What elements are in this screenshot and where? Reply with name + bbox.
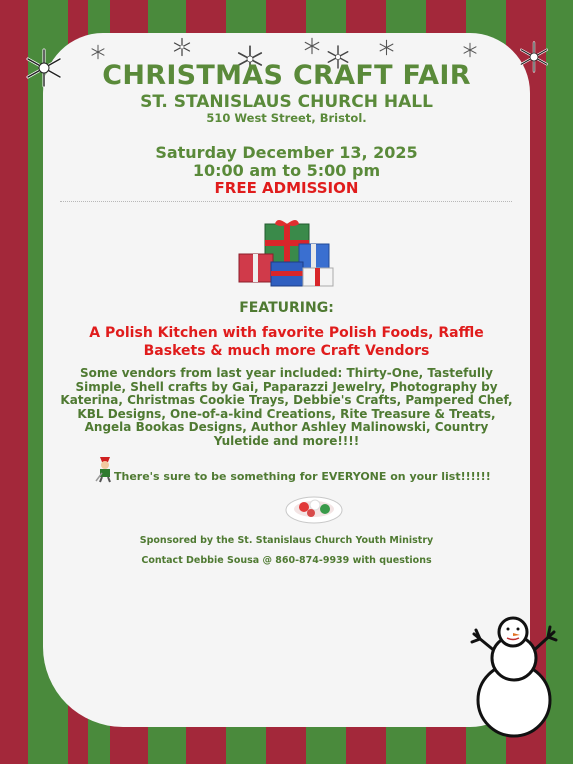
event-hours: 10:00 am to 5:00 pm [192, 161, 381, 180]
snowflake-icon [462, 42, 478, 58]
contact-line: Contact Debbie Sousa @ 860-874-9939 with questions [141, 555, 432, 566]
everyone-tagline: There's sure to be something for EVERYONE on your list!!!!!! [114, 470, 491, 483]
snowflake-icon [378, 39, 395, 56]
snowflake-icon [90, 44, 106, 60]
sponsor-line: Sponsored by the St. Stanislaus Church Youth Ministry [139, 535, 434, 546]
gift-boxes-icon [235, 218, 337, 290]
event-date: Saturday December 13, 2025 [155, 143, 418, 162]
snowflake-icon [303, 37, 321, 55]
venue-address: 510 West Street, Bristol. [206, 111, 367, 125]
divider [60, 201, 512, 202]
snowman-icon [466, 612, 562, 744]
snowflake-icon [172, 37, 192, 57]
venue-name: ST. STANISLAUS CHURCH HALL [140, 92, 433, 112]
featuring-label: FEATURING: [239, 300, 334, 316]
admission-note: FREE ADMISSION [214, 179, 359, 197]
vendor-list: Some vendors from last year included: Thirty-One, Tastefully Simple, Shell crafts by Gai, Paparazzi Jewelry, Photography by Katerina, Christmas Cookie Trays, Debbie's Crafts, Pampered Chef, KBL Designs, One-of-a-kind Creations, Rite Treasure & Treats, Angela Bookas Designs, Author Ashley Malinowski, Country Yuletide and more!!!! [60, 366, 513, 448]
elf-icon [94, 455, 116, 483]
event-title: CHRISTMAS CRAFT FAIR [102, 60, 471, 91]
cookie-plate-icon [284, 490, 344, 526]
featured-items: A Polish Kitchen with favorite Polish Foods, Raffle Baskets & much more Craft Vendors [89, 325, 484, 359]
